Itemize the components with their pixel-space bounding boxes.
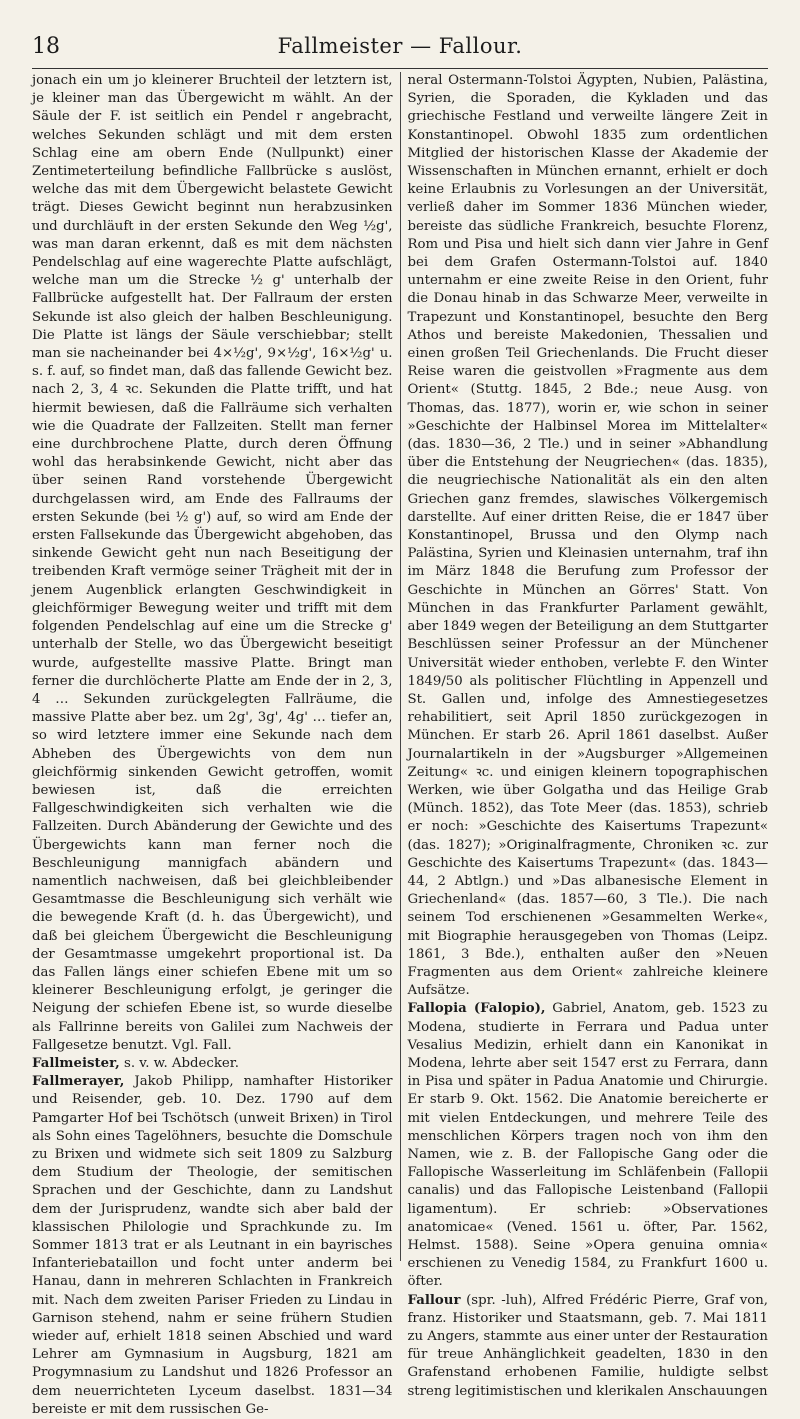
text-columns xyxy=(32,72,768,1417)
paragraph-fallmaschine-continued: jonach ein um jo kleinerer Bruchteil der letztern ist, je kleiner man das Übergewicht m wählt. An der Säule der F. ist seitlich ein Pendel r angebracht, welches Sekunden schlägt und mit dem ersten Schlag eine am obern Ende (Nullpunkt) einer Zentimeterteilung befindliche Fallbrücke s auslöst, welche das mit dem Übergewicht belastete Gewicht trägt. Dieses Gewicht beginnt nun herabzusinken und durchläuft in der ersten Sekunde den Weg ½g', was man daran erkennt, daß es mit dem nächsten Pendelschlag auf eine wagerechte Platte aufschlägt, welche man um die Strecke ½ g' unterhalb der Fallbrücke aufgestellt hat. Der Fallraum der ersten Sekunde ist also gleich der halben Beschleunigung. Die Platte ist längs der Säule verschiebbar; stellt man sie nacheinander bei 4×½g', 9×½g', 16×½g' u. s. f. auf, so findet man, daß das fallende Gewicht bez. nach 2, 3, 4 ꝛc. Sekunden die Platte trifft, und hat hiermit bewiesen, daß die Fallräume sich verhalten wie die Quadrate der Fallzeiten. Stellt man ferner eine durchbrochene Platte, durch deren Öffnung wohl das herabsinkende Gewicht, nicht aber das über seinen Rand vorstehende Übergewicht durchgelassen wird, am Ende des Fallraums der ersten Sekunde (bei ½ g') auf, so wird am Ende der ersten Fallsekunde das Übergewicht abgehoben, das sinkende Gewicht geht nun nach Beseitigung der treibenden Kraft vermöge seiner Trägheit mit der in jenem Augenblick erlangten Geschwindigkeit in gleichförmiger Bewegung weiter und trifft mit dem folgenden Pendelschlag auf eine um die Strecke g' unterhalb der Stelle, wo das Übergewicht beseitigt wurde, aufgestellte massive Platte. Bringt man ferner die durchlöcherte Platte am Ende der in 2, 3, 4 … Sekunden zurückgelegten Fallräume, die massive Platte aber bez. um 2g', 3g', 4g' … tiefer an, so wird letztere immer eine Sekunde nach dem Abheben des Übergewichts von dem nun gleichförmig sinkenden Gewicht getroffen, womit bewiesen ist, daß die erreichten Fallgeschwindigkeiten sich verhalten wie die Fallzeiten. Durch Abänderung der Gewichte und des Übergewichts kann man ferner noch die Beschleunigung mannigfach abändern und namentlich nachweisen, daß bei gleichbleibender Gesamtmasse die Beschleunigung sich verhält wie die bewegende Kraft (d. h. das Übergewicht), und daß bei gleichem Übergewicht die Beschleunigung der Gesamtmasse umgekehrt proportional ist. Da das Fallen längs einer schiefen Ebene mit um so kleinerer Beschleunigung erfolgt, je geringer die Neigung der schiefen Ebene ist, so wurde dieselbe als Fallrinne bereits von Galilei zum Nachweis der Fallgesetze benutzt. Vgl. Fall. xyxy=(32,73,393,1053)
headword: Fallmerayer, xyxy=(32,1074,125,1090)
entry-fallmerayer xyxy=(32,1073,393,1419)
entry-text: Gabriel, Anatom, geb. 1523 zu Modena, studierte in Ferrara und Padua unter Vesalius Medizin, erhielt dann ein Kanonikat in Modena, lehrte aber seit 1547 erst zu Ferrara, dann in Pisa und später in Padua Anatomie und Chirurgie. Er starb 9. Okt. 1562. Die Anatomie bereicherte er mit vielen Entdeckungen, und mehrere Teile des menschlichen Körpers tragen noch von ihm den Namen, wie z. B. der Fallopische Gang oder die Fallopische Wasserleitung im Schläfenbein (Fallopii canalis) und das Fallopische Leistenband (Fallopii ligamentum). Er schrieb: »Observationes anatomicae« (Vened. 1561 u. öfter, Par. 1562, Helmst. 1588). Seine »Opera genuina omnia« erschienen zu Venedig 1584, zu Frankfurt 1600 u. öfter. xyxy=(407,1001,768,1290)
left-column xyxy=(32,72,400,1417)
entry-fallopia xyxy=(407,1000,768,1291)
entry-text: Jakob Philipp, namhafter Historiker und Reisender, geb. 10. Dez. 1790 auf dem Pamgarter Hof bei Tschötsch (unweit Brixen) in Tirol als Sohn eines Tagelöhners, besuchte die Domschule zu Brixen und widmete sich seit 1809 zu Salzburg dem Studium der Theologie, der semitischen Sprachen und der Geschichte, dann zu Landshut dem der Jurisprudenz, wandte sich aber bald der klassischen Philologie und Sprachkunde zu. Im Sommer 1813 trat er als Leutnant in ein bayrisches Infanteriebataillon und focht unter anderm bei Hanau, dann in mehreren Schlachten in Frankreich mit. Nach dem zweiten Pariser Frieden zu Lindau in Garnison stehend, nahm er seine frühern Studien wieder auf, erhielt 1818 seinen Abschied und ward Lehrer am Gymnasium in Augsburg, 1821 am Progymnasium zu Landshut und 1826 Professor an dem neuerrichteten Lyceum daselbst. 1831—34 bereiste er mit dem russischen Ge- xyxy=(32,1074,393,1417)
entry-text: (spr. -luh), Alfred Frédéric Pierre, Graf von, franz. Historiker und Staatsmann, geb. 7. Mai 1811 zu Angers, stammte aus einer unter der Restauration für treue Anhänglichkeit geadelten, 1830 in den Grafenstand erhobenen Familie, huldigte selbst streng legitimistischen und klerikalen Anschauungen xyxy=(407,1292,768,1399)
entry-text: s. v. w. Abdecker. xyxy=(119,1055,239,1071)
page-number: 18 xyxy=(32,34,60,59)
headword: Fallour xyxy=(407,1292,461,1308)
headword: Fallopia (Falopio), xyxy=(407,1001,546,1017)
entry-fallmeister xyxy=(32,1055,393,1073)
header-rule xyxy=(32,68,768,69)
page-header xyxy=(32,34,768,68)
running-title: Fallmeister — Fallour. xyxy=(277,34,523,58)
entry-fallour xyxy=(407,1292,768,1401)
right-column xyxy=(400,72,768,1399)
paragraph-fallmerayer-continued: neral Ostermann-Tolstoi Ägypten, Nubien, Palästina, Syrien, die Sporaden, die Kykladen und das griechische Festland und verweilte längere Zeit in Konstantinopel. Obwohl 1835 zum ordentlichen Mitglied der historischen Klasse der Akademie der Wissenschaften in München ernannt, erhielt er doch keine Erlaubnis zu Vorlesungen an der Universität, verließ daher im Sommer 1836 München wieder, bereiste das südliche Frankreich, besuchte Florenz, Rom und Pisa und hielt sich dann vier Jahre in Genf bei dem Grafen Ostermann-Tolstoi auf. 1840 unternahm er eine zweite Reise in den Orient, fuhr die Donau hinab in das Schwarze Meer, verweilte in Trapezunt und Konstantinopel, besuchte den Berg Athos und bereiste Makedonien, Thessalien und einen großen Teil Griechenlands. Die Frucht dieser Reise waren die geistvollen »Fragmente aus dem Orient« (Stuttg. 1845, 2 Bde.; neue Ausg. von Thomas, das. 1877), worin er, wie schon in seiner »Geschichte der Halbinsel Morea im Mittelalter« (das. 1830—36, 2 Tle.) und in seiner »Abhandlung über die Entstehung der Neugriechen« (das. 1835), die neugriechische Nationalität als ein den alten Griechen ganz fremdes, slawisches Völkergemisch darstellte. Auf einer dritten Reise, die er 1847 über Konstantinopel, Brussa und den Olymp nach Palästina, Syrien und Kleinasien unternahm, traf ihn im März 1848 die Berufung zum Professor der Geschichte in München an Görres' Statt. Von München in das Frankfurter Parlament gewählt, aber 1849 wegen der Beteiligung an dem Stuttgarter Beschlüssen seiner Professur an der Münchener Universität wieder enthoben, verlebte F. den Winter 1849/50 als politischer Flüchtling in Appenzell und St. Gallen und, infolge des Amnestiegesetzes rehabilitiert, seit April 1850 zurückgezogen in München. Er starb 26. April 1861 daselbst. Außer Journalartikeln in der »Augsburger »Allgemeinen Zeitung« ꝛc. und einigen kleinern topographischen Werken, wie über Golgatha und das Heilige Grab (Münch. 1852), das Tote Meer (das. 1853), schrieb er noch: »Geschichte des Kaisertums Trapezunt« (das. 1827); »Originalfragmente, Chroniken ꝛc. zur Geschichte des Kaisertums Trapezunt« (das. 1843—44, 2 Abtlgn.) und »Das albanesische Element in Griechenland« (das. 1857—60, 3 Tle.). Die nach seinem Tod erschienenen »Gesammelten Werke«, mit Biographie herausgegeben von Thomas (Leipz. 1861, 3 Bde.), enthalten außer den »Neuen Fragmenten aus dem Orient« zahlreiche kleinere Aufsätze. xyxy=(407,73,768,999)
headword: Fallmeister, xyxy=(32,1055,120,1071)
